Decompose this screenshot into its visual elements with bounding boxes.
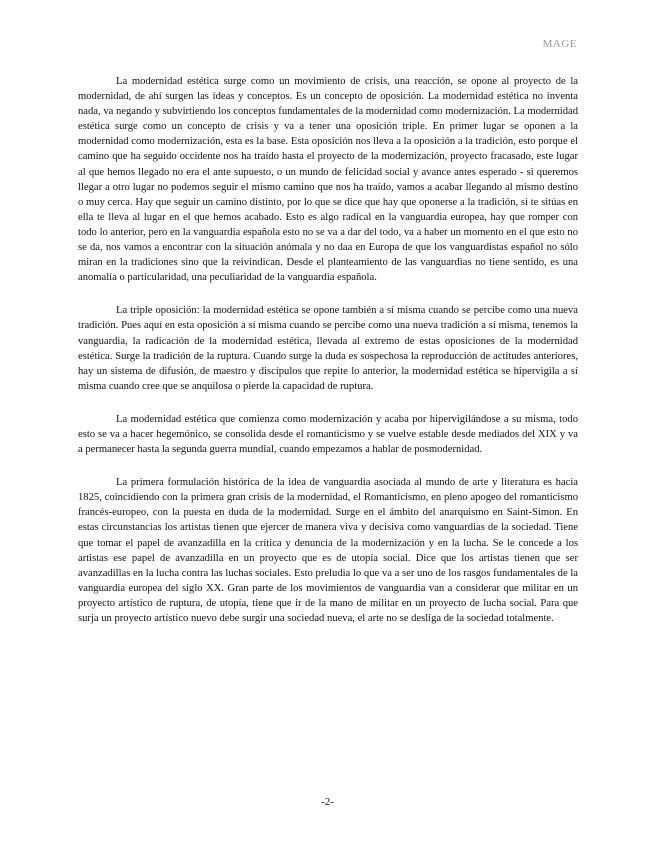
- running-header: MAGE: [542, 38, 577, 50]
- document-body: [78, 74, 578, 644]
- paragraph-2: La triple oposición: la modernidad estética se opone también a sí misma cuando se percibe como una nueva tradición. Pues aquí en esta oposición a sí misma cuando se percibe como una nueva tradición a sí misma, tenemos la vanguardia, la radicación de la modernidad estética, llevada al extremo de estas oposiciones de la modernidad estética. Surge la tradición de la ruptura. Cuando surge la duda es sospechosa la reproducción de actitudes anteriores, hay un sistema de difusión, de maestro y discípulos que repite lo anterior, la modernidad estética se hipervigila a sí misma cuando cree que se anquilosa o pierde la capacidad de ruptura.: [78, 305, 578, 392]
- paragraph-1: La modernidad estética surge como un movimiento de crisis, una reacción, se opone al proyecto de la modernidad, de ahí surgen las ideas y conceptos. Es un concepto de oposición. La modernidad estética no inventa nada, va negando y subvirtiendo los conceptos fundamentales de la modernidad como modernización. La modernidad estética surge como un concepto de crisis y va a tener una oposición triple. En primer lugar se oponen a la modernidad como modernización, esta es la base. Esta oposición nos lleva a la oposición a la tradición, esto porque el camino que ha seguido occidente nos ha traído hasta el proyecto de la modernización, proyecto fracasado, este lugar al que hemos llegado no era el ante supuesto, o un mundo de felicidad social y avance antes esperado - si queremos llegar a otro lugar no podemos seguir el mismo camino que nos ha traído, vamos a acabar llegando al mismo destino o muy cerca. Hay que seguir un camino distinto, por lo que se dice que hay que oponerse a la tradición, si te sitúas en ella te lleva al lugar en el que hemos acabado. Esto es algo radical en la vanguardia europea, hay que romper con todo lo anterior, pero en la vanguardia española esto no se va a dar del todo, va a haber un momento en el que esto no se da, nos vamos a encontrar con la situación anómala y no daa en Europa de que los vanguardistas español no sólo miran en la tradiciones sino que la reivindican. Desde el planteamiento de las vanguardias no tiene sentido, es una anomalía o particularidad, una peculiaridad de la vanguardia española.: [78, 76, 578, 284]
- page-number: -2-: [321, 796, 334, 808]
- paragraph-4: La primera formulación histórica de la idea de vanguardia asociada al mundo de arte y literatura es hacia 1825, coincidiendo con la primera gran crisis de la modernidad, el Romanticismo, en pleno apogeo del romanticismo francés-europeo, con la puesta en duda de la modernidad. Surge en el ámbito del anarquismo en Saint-Simon. En estas circunstancias los artistas tienen que ejercer de manera viva y decisiva como vanguardias de la sociedad. Tiene que tomar el papel de avanzadilla en la crítica y denuncia de la modernización y en la lucha. Se le concede a los artistas ese papel de avanzadilla en un proyecto que es de utopía social. Dice que los artistas tienen que ser avanzadillas en la lucha contra las luchas sociales. Esto preludia lo que va a ser uno de los rasgos fundamentales de la vanguardia europea del siglo XX. Gran parte de los movimientos de vanguardia van a considerar que militar en un proyecto artístico de ruptura, de utopía, tiene que ir de la mano de militar en un proyecto de lucha social. Para que surja un proyecto artístico nuevo debe surgir una sociedad nueva, el arte no se desliga de la sociedad totalmente.: [78, 477, 578, 624]
- paragraph-3: La modernidad estética que comienza como modernización y acaba por hipervigilándose a su misma, todo esto se va a hacer hegemónico, se consolida desde el romanticismo y se vuelve estable desde mediados del XIX y va a permanecer hasta la segunda guerra mundial, cuando empezamos a hablar de posmodernidad.: [78, 413, 578, 456]
